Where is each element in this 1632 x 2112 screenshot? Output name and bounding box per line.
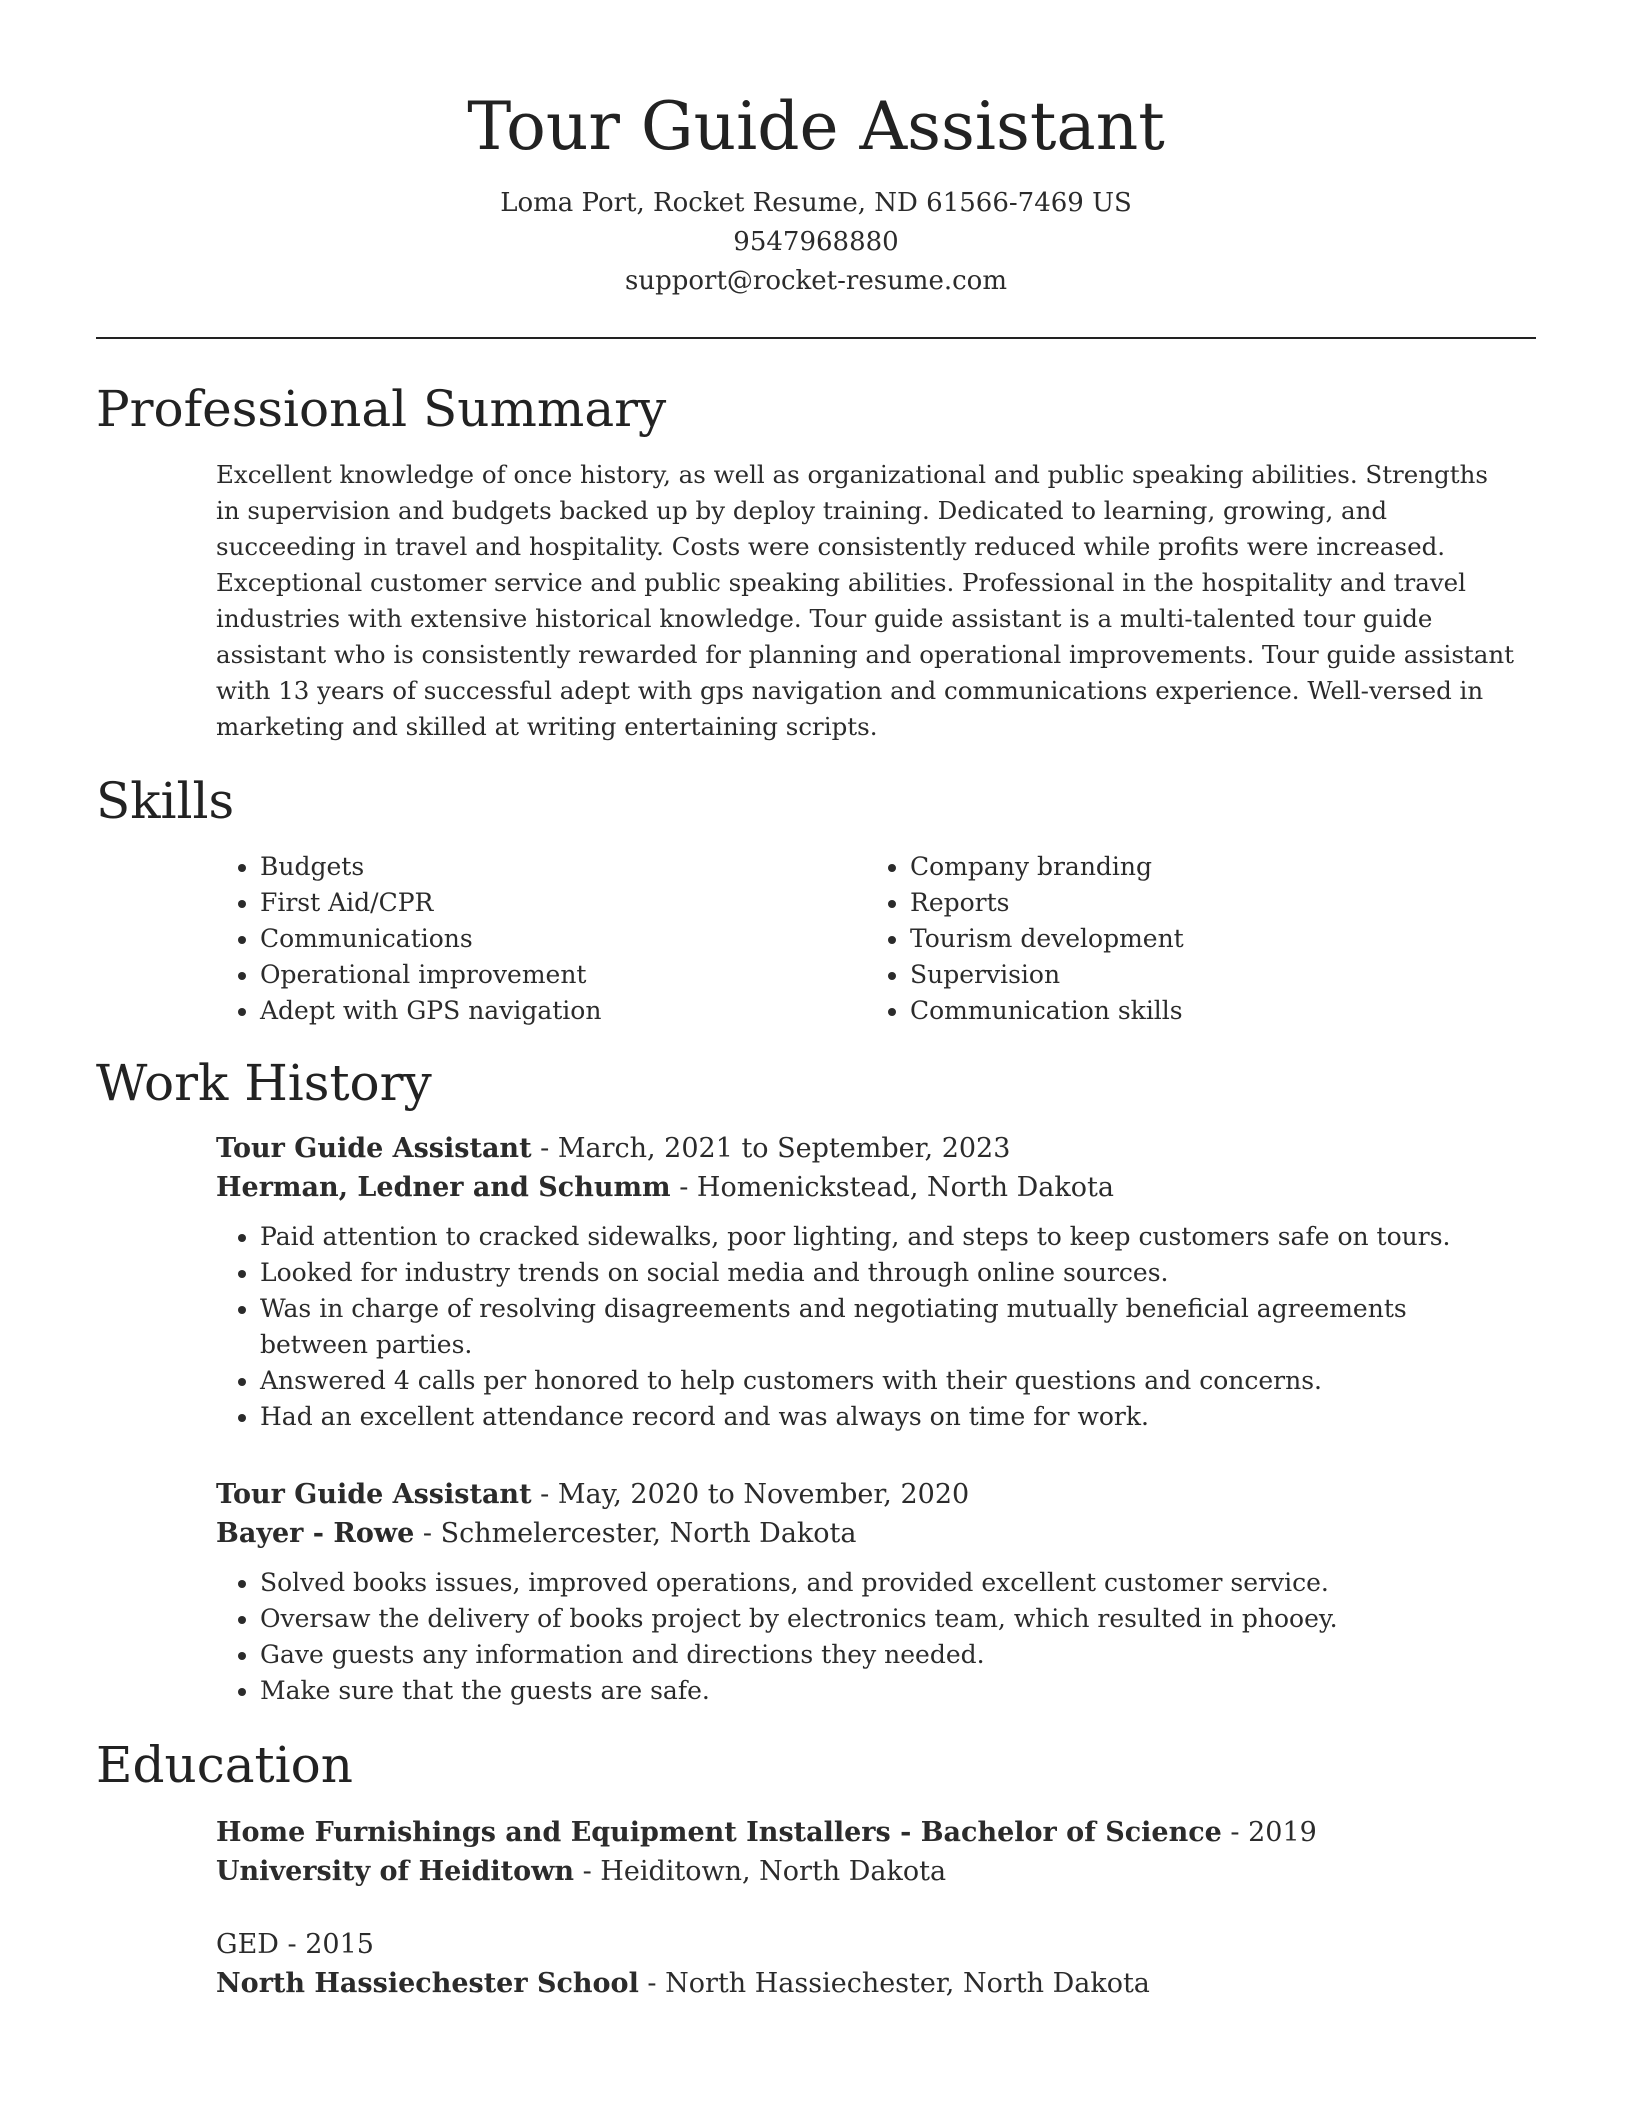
school-location: - Heiditown, North Dakota (574, 1856, 947, 1887)
job-location: - Homenickstead, North Dakota (670, 1172, 1114, 1203)
degree-program: Home Furnishings and Equipment Installers - Bachelor of Science (216, 1817, 1222, 1848)
duty-item: • Gave guests any information and directions they needed. (260, 1637, 1516, 1673)
duty-item: • Oversaw the delivery of books project by electronics team, which resulted in phooey. (260, 1601, 1516, 1637)
school-line (216, 1964, 1516, 2003)
degree-year: - 2019 (1221, 1817, 1317, 1848)
job-location: - Schmelercester, North Dakota (414, 1518, 857, 1549)
school-location: - North Hassiechester, North Dakota (638, 1968, 1150, 1999)
duty-item: • Looked for industry trends on social media and through online sources. (260, 1255, 1516, 1291)
skill-item: • Tourism development (910, 921, 1516, 957)
education-entry (216, 1813, 1516, 1891)
work-heading: Work History (96, 1054, 432, 1112)
degree-program: GED (216, 1929, 279, 1960)
degree-line (216, 1925, 1516, 1964)
skills-heading: Skills (96, 772, 235, 830)
degree-line (216, 1813, 1516, 1852)
resume-title: Tour Guide Assistant (467, 88, 1165, 165)
skill-item: • Operational improvement (260, 957, 866, 993)
work-entry (216, 1475, 1516, 1709)
job-duties (216, 1565, 1516, 1709)
contact-phone: 9547968880 (733, 227, 899, 257)
skills-column-right (866, 849, 1516, 1029)
header-divider (96, 337, 1536, 339)
duty-item: • Make sure that the guests are safe. (260, 1673, 1516, 1709)
degree-year: - 2015 (278, 1929, 374, 1960)
contact-block (96, 184, 1536, 301)
school-line (216, 1852, 1516, 1891)
job-dates: - March, 2021 to September, 2023 (531, 1133, 1011, 1164)
job-title-line (216, 1475, 1516, 1514)
duty-item: • Solved books issues, improved operations, and provided excellent customer service. (260, 1565, 1516, 1601)
skills-column-left (216, 849, 866, 1029)
education-heading: Education (96, 1736, 353, 1794)
skill-item: • Adept with GPS navigation (260, 993, 866, 1029)
work-entry (216, 1129, 1516, 1435)
job-company: Bayer - Rowe (216, 1518, 415, 1549)
job-title: Tour Guide Assistant (216, 1133, 532, 1164)
skill-item: • Company branding (910, 849, 1516, 885)
job-company: Herman, Ledner and Schumm (216, 1172, 671, 1203)
job-duties (216, 1219, 1516, 1435)
summary-heading: Professional Summary (96, 380, 667, 438)
education-entry (216, 1925, 1516, 2003)
skill-item: • Communication skills (910, 993, 1516, 1029)
job-company-line (216, 1168, 1516, 1207)
school-name: University of Heiditown (216, 1856, 575, 1887)
duty-item: • Paid attention to cracked sidewalks, poor lighting, and steps to keep customers safe on tours. (260, 1219, 1516, 1255)
skills-list (216, 849, 1516, 1029)
summary-text: Excellent knowledge of once history, as well as organizational and public speaking abilities. Strengths in supervision and budgets backed up by deploy training. Dedicated to learning, growing, and succeeding in travel and hospitality. Costs were consistently reduced while profits were increased. Exceptional customer service and public speaking abilities. Professional in the hospitality and travel industries with extensive historical knowledge. Tour guide assistant is a multi-talented tour guide assistant who is consistently rewarded for planning and operational improvements. Tour guide assistant with 13 years of successful adept with gps navigation and communications experience. Well-versed in marketing and skilled at writing entertaining scripts. (216, 460, 1514, 741)
skill-item: • Budgets (260, 849, 866, 885)
skill-item: • Communications (260, 921, 866, 957)
skill-item: • Reports (910, 885, 1516, 921)
job-dates: - May, 2020 to November, 2020 (531, 1479, 970, 1510)
skill-item: • First Aid/CPR (260, 885, 866, 921)
job-title-line (216, 1129, 1516, 1168)
contact-email: support@rocket-resume.com (624, 266, 1007, 296)
resume-page (96, 0, 1536, 2003)
contact-address: Loma Port, Rocket Resume, ND 61566-7469 US (500, 188, 1132, 218)
duty-item: • Was in charge of resolving disagreements and negotiating mutually beneficial agreements between parties. (260, 1291, 1516, 1363)
duty-item: • Answered 4 calls per honored to help customers with their questions and concerns. (260, 1363, 1516, 1399)
school-name: North Hassiechester School (216, 1968, 639, 1999)
job-title: Tour Guide Assistant (216, 1479, 532, 1510)
skill-item: • Supervision (910, 957, 1516, 993)
job-company-line (216, 1514, 1516, 1553)
duty-item: • Had an excellent attendance record and was always on time for work. (260, 1399, 1516, 1435)
